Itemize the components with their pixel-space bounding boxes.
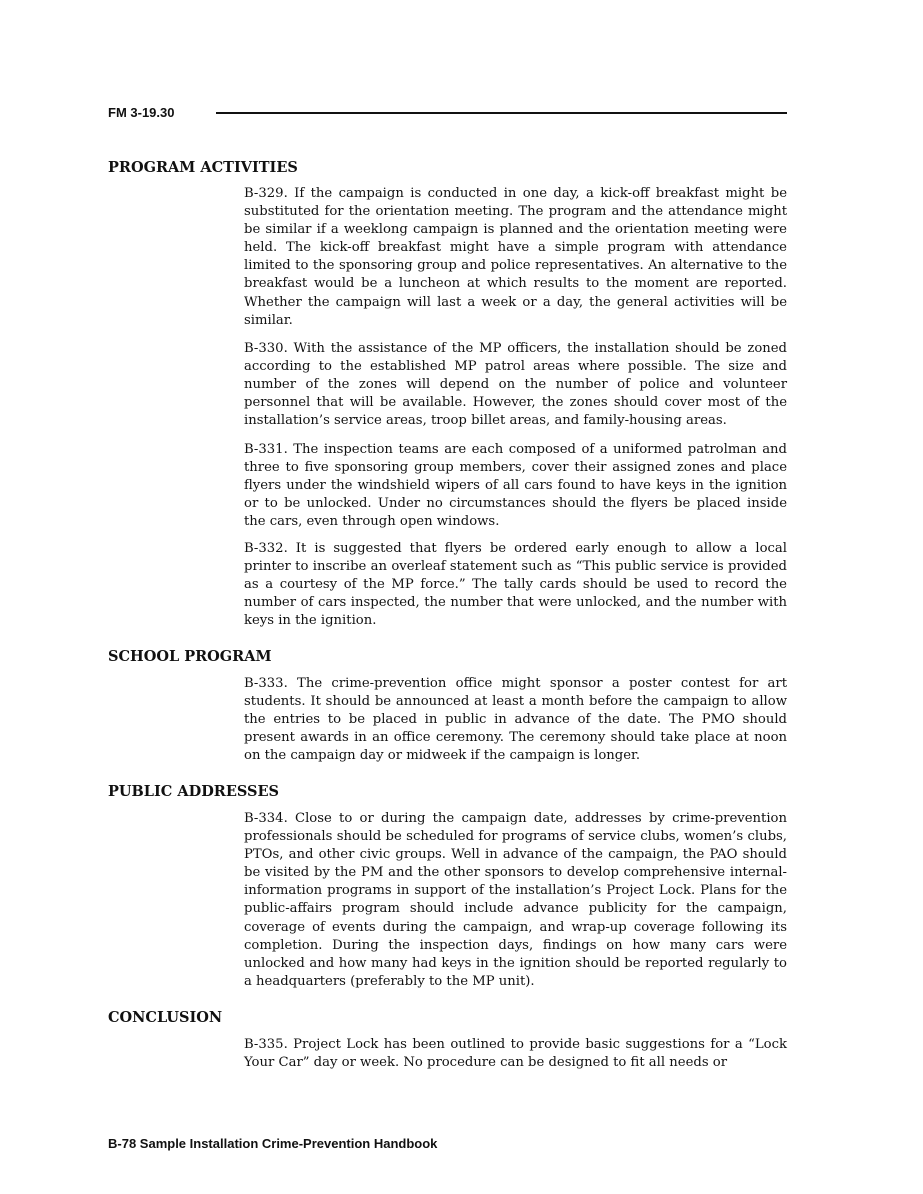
section-heading-public-addresses: PUBLIC ADDRESSES: [108, 783, 280, 800]
section-heading-school-program: SCHOOL PROGRAM: [108, 648, 272, 665]
paragraph-b-335: B-335. Project Lock has been outlined to provide basic suggestions for a “Lock Your Car” day or week. No procedure can be designed to fit all needs or: [244, 1037, 787, 1071]
header-rule: [216, 112, 787, 114]
paragraph-b-334: B-334. Close to or during the campaign date, addresses by crime-prevention professionals should be scheduled for programs of service clubs, women’s clubs, PTOs, and other civic groups. Well in advance of the campaign, the PAO should be visited by the PM and the other sponsors to develop comprehensive internal-information programs in support of the installation’s Project Lock. Plans for the public-affairs program should include advance publicity for the campaign, coverage of events during the campaign, and wrap-up coverage following its completion. During the inspection days, findings on how many cars were unlocked and how many had keys in the ignition should be reported regularly to a headquarters (preferably to the MP unit).: [244, 811, 787, 989]
paragraph-b-332: B-332. It is suggested that flyers be ordered early enough to allow a local printer to inscribe an overleaf statement such as “This public service is provided as a courtesy of the MP force.” The tally cards should be used to record the number of cars inspected, the number that were unlocked, and the number with keys in the ignition.: [244, 541, 787, 629]
section-heading-conclusion: CONCLUSION: [108, 1009, 223, 1026]
running-header: FM 3-19.30: [108, 105, 175, 120]
paragraph-b-329: B-329. If the campaign is conducted in one day, a kick-off breakfast might be substituted for the orientation meeting. The program and the attendance might be similar if a weeklong campaign is planned and the orientation meeting were held. The kick-off breakfast might have a simple program with attendance limited to the sponsoring group and police representatives. An alternative to the breakfast would be a luncheon at which results to the moment are reported. Whether the campaign will last a week or a day, the general activities will be similar.: [244, 186, 787, 328]
paragraph-b-330: B-330. With the assistance of the MP officers, the installation should be zoned according to the established MP patrol areas where possible. The size and number of the zones will depend on the number of police and volunteer personnel that will be available. However, the zones should cover most of the installation’s service areas, troop billet areas, and family-housing areas.: [244, 341, 787, 429]
page-footer: B-78 Sample Installation Crime-Prevention Handbook: [108, 1136, 438, 1151]
section-heading-program-activities: PROGRAM ACTIVITIES: [108, 159, 298, 176]
paragraph-b-331: B-331. The inspection teams are each composed of a uniformed patrolman and three to five sponsoring group members, cover their assigned zones and place flyers under the windshield wipers of all cars found to have keys in the ignition or to be unlocked. Under no circumstances should the flyers be placed inside the cars, even through open windows.: [244, 442, 787, 530]
paragraph-b-333: B-333. The crime-prevention office might sponsor a poster contest for art students. It should be announced at least a month before the campaign to allow the entries to be placed in public in advance of the date. The PMO should present awards in an office ceremony. The ceremony should take place at noon on the campaign day or midweek if the campaign is longer.: [244, 676, 787, 764]
